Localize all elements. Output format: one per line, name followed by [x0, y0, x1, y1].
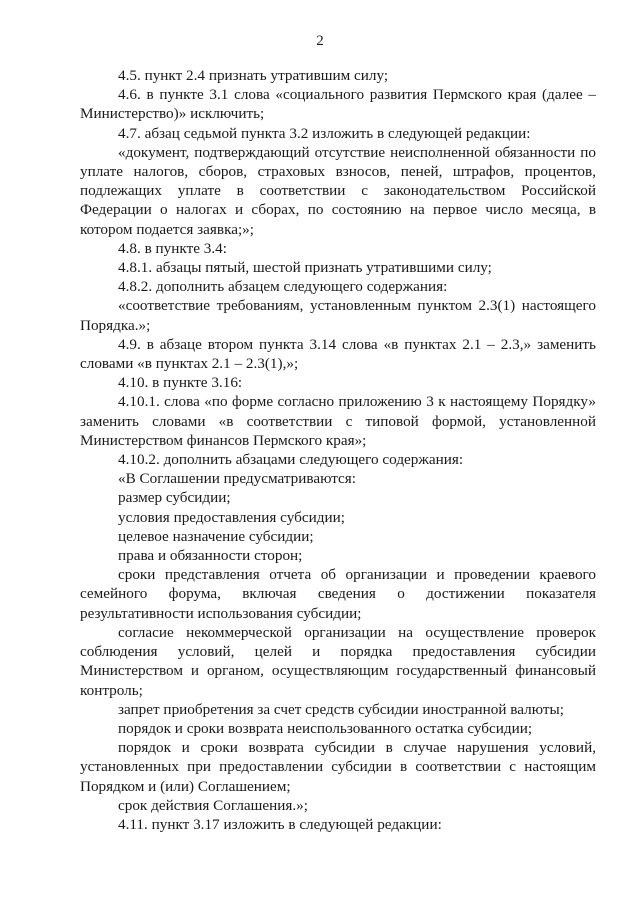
paragraph: 4.9. в абзаце втором пункта 3.14 слова «в пунктах 2.1 – 2.3,» заменить словами «в пунктах 2.1 – 2.3(1),»;	[80, 335, 596, 373]
paragraph: целевое назначение субсидии;	[118, 527, 314, 545]
paragraph: порядок и сроки возврата субсидии в случае нарушения условий, установленных при предоставлении субсидии в соответствии с настоящим Порядком и (или) Соглашением;	[80, 739, 596, 795]
paragraph: 4.8.1. абзацы пятый, шестой признать утратившими силу;	[118, 259, 492, 277]
paragraph: порядок и сроки возврата неиспользованного остатка субсидии;	[118, 719, 533, 737]
paragraph: 4.8. в пункте 3.4:	[118, 239, 227, 257]
paragraph: 4.10.1. слова «по форме согласно приложению 3 к настоящему Порядку» заменить словами «в соответствии с типовой формой, установленной Министерством финансов Пермского края»;	[80, 393, 596, 449]
paragraph: согласие некоммерческой организации на осуществление проверок соблюдения условий, целей и порядка предоставления субсидии Министерством и органом, осуществляющим государственный финансовый контроль;	[80, 623, 596, 699]
paragraph: 4.5. пункт 2.4 признать утратившим силу;	[118, 67, 389, 84]
paragraph: сроки представления отчета об организации и проведении краевого семейного форума, включая сведения о достижении показателя результативности использования субсидии;	[80, 566, 596, 622]
paragraph: 4.11. пункт 3.17 изложить в следующей редакции:	[118, 815, 442, 833]
paragraph: «В Соглашении предусматриваются:	[118, 470, 356, 488]
paragraph: 4.10.2. дополнить абзацами следующего содержания:	[118, 451, 464, 469]
document-body	[80, 66, 596, 834]
paragraph: размер субсидии;	[118, 489, 231, 507]
paragraph: 4.10. в пункте 3.16:	[118, 374, 243, 392]
paragraph: 4.6. в пункте 3.1 слова «социального развития Пермского края (далее – Министерство)» исключить;	[80, 86, 596, 123]
paragraph: «документ, подтверждающий отсутствие неисполненной обязанности по уплате налогов, сборов, страховых взносов, пеней, штрафов, процентов, подлежащих уплате в соответствии с законодательством Российской Федерации о налогах и сборах, по состоянию на первое число месяца, в котором подается заявка;»;	[80, 143, 596, 238]
paragraph: «соответствие требованиям, установленным пунктом 2.3(1) настоящего Порядка.»;	[80, 297, 596, 334]
page-number: 2	[316, 33, 324, 49]
paragraph: условия предоставления субсидии;	[118, 508, 345, 526]
paragraph: 4.7. абзац седьмой пункта 3.2 изложить в следующей редакции:	[118, 124, 531, 142]
paragraph: права и обязанности сторон;	[118, 547, 303, 565]
paragraph: запрет приобретения за счет средств субсидии иностранной валюты;	[118, 700, 564, 718]
paragraph: срок действия Соглашения.»;	[118, 796, 308, 814]
paragraph: 4.8.2. дополнить абзацем следующего содержания:	[118, 278, 448, 296]
